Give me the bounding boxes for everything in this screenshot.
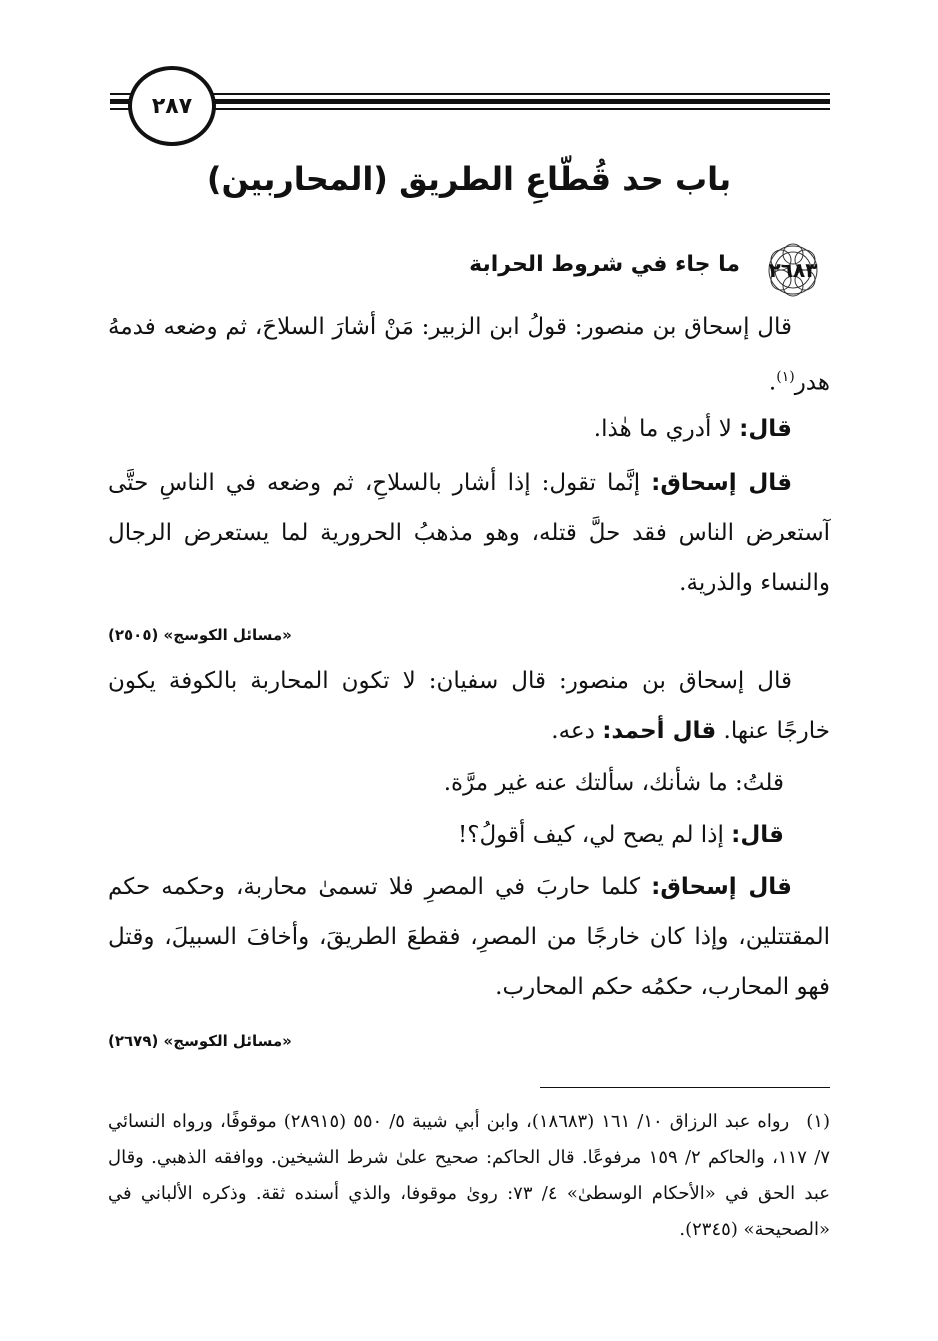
paragraph-5-text: قلتُ: ما شأنك، سألتك عنه غير مرَّة. (443, 770, 784, 796)
paragraph-4-end: دعه. (551, 718, 603, 744)
paragraph-5 (108, 758, 830, 808)
footnote-reference[interactable]: (١) (776, 369, 795, 385)
paragraph-4-text: قال إسحاق بن منصور: قال سفيان: لا تكون المحاربة بالكوفة يكون خارجًا عنها. (108, 668, 830, 744)
footnote (108, 1104, 830, 1248)
footnote-text: رواه عبد الرزاق ١٠/ ١٦١ (١٨٦٨٣)، وابن أبي شيبة ٥/ ٥٥٠ (٢٨٩١٥) موقوفًا، ورواه النسائي ٧/ ١١٧، والحاكم ٢/ ١٥٩ مرفوعًا. قال الحاكم: صحيح علىٰ شرط الشيخين. ووافقه الذهبي. وقال عبد الحق في «الأحكام الوسطىٰ» ٤/ ٧٣: رویٰ موقوفا، والذي أسنده ثقة. وذكره الألباني في «الصحيحة» (٢٣٤٥). (108, 1111, 831, 1240)
section-number-ornament (758, 240, 828, 300)
page-number: ٢٨٧ (151, 93, 193, 119)
speaker-label: قال إسحاق: (651, 470, 793, 496)
paragraph-1-text: قال إسحاق بن منصور: قولُ ابن الزبير: مَنْ أشارَ السلاحَ، ثم وضعه فدمهُ هدر (108, 314, 830, 396)
paragraph-1 (108, 302, 830, 408)
paragraph-3-text: إنَّما تقول: إذا أشار بالسلاحِ، ثم وضعه في الناسِ حتَّى آستعرض الناس فقد حلَّ قتله، وهو مذهبُ الحرورية لما يستعرض الرجال والنساء والذرية. (108, 470, 830, 596)
speaker-label: قال أحمد: (602, 718, 717, 744)
paragraph-2 (108, 404, 830, 454)
header-rule-bottom (110, 108, 830, 110)
paragraph-3 (108, 458, 830, 608)
speaker-label: قال إسحاق: (651, 874, 792, 900)
paragraph-4 (108, 656, 830, 756)
paragraph-1-end: . (768, 369, 777, 396)
section-title: ما جاء في شروط الحرابة (469, 252, 740, 277)
speaker-label: قال: (739, 416, 792, 442)
footnote-marker: (١) (806, 1111, 830, 1132)
source-citation-2: «مسائل الكوسج» (٢٦٧٩) (108, 1032, 292, 1050)
page-number-badge (128, 66, 216, 146)
paragraph-7 (108, 862, 830, 1012)
source-citation-1: «مسائل الكوسج» (٢٥٠٥) (108, 626, 292, 644)
paragraph-6 (108, 810, 830, 860)
paragraph-6-text: إذا لم يصح لي، كيف أقولُ؟! (458, 822, 732, 848)
paragraph-2-text: لا أدري ما هٰذا. (593, 416, 740, 442)
paragraph-7-text: كلما حاربَ في المصرِ فلا تسمىٰ محاربة، وحكمه حكم المقتتلين، وإذا كان خارجًا من المصرِ، فقطعَ الطريقَ، وأخافَ السبيلَ، وقتل فهو المحارب، حكمُه حكم المحارب. (108, 874, 830, 1000)
header-rule-thick (110, 99, 830, 104)
speaker-label: قال: (731, 822, 784, 848)
header-rule-top (110, 93, 830, 95)
footnote-divider (540, 1087, 830, 1088)
section-number: ٢٦٨٣ (768, 258, 818, 282)
chapter-title: باب حد قُطّاعِ الطريق (المحاربين) (206, 160, 732, 198)
